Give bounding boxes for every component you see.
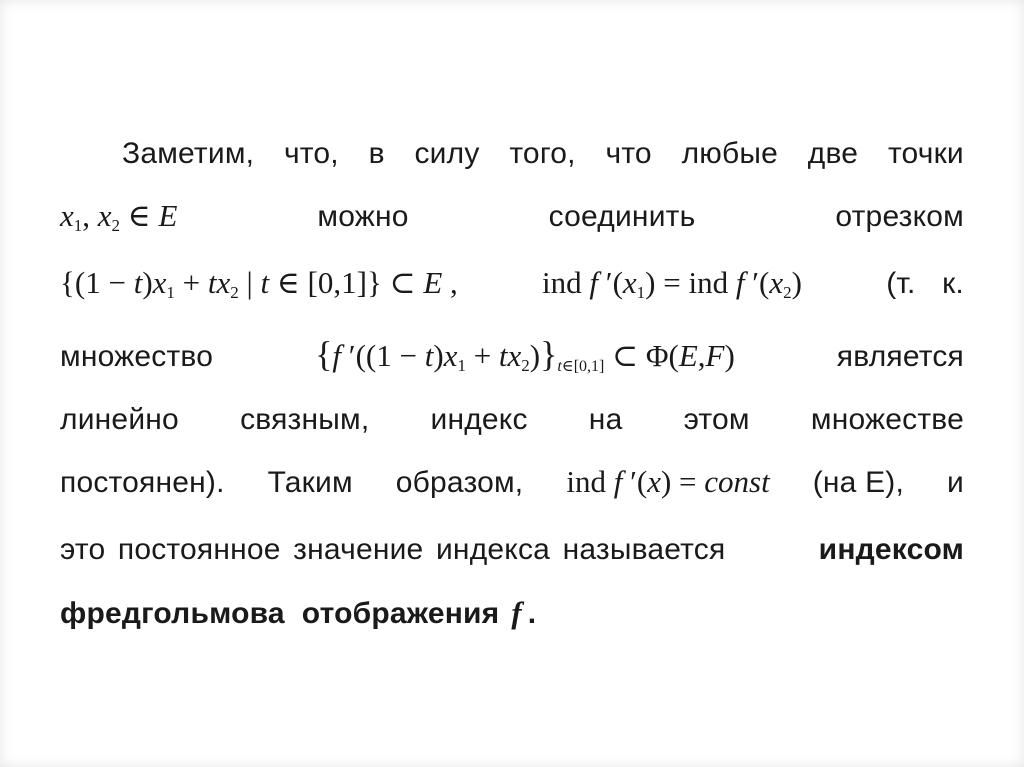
period: .	[527, 597, 537, 630]
formula-constant-index: ind f ′(x) = const	[566, 464, 770, 499]
word: отрезком	[835, 200, 964, 233]
formula-derivative-set: {f $'((1 - t)x_1 + tx_2)\}_{t\in[0,1]}$ ⊂ Φ(E,F)	[315, 334, 735, 375]
const-symbol: const	[704, 464, 770, 499]
word: что,	[283, 137, 339, 170]
word: того,	[509, 137, 576, 170]
text-line-7	[60, 530, 964, 570]
word: постоянен).	[60, 466, 225, 499]
word: этом	[683, 403, 750, 436]
text-line-3	[60, 263, 964, 304]
word: Таким	[267, 466, 353, 499]
text-line-5	[60, 400, 964, 440]
formula-index-equality: ind f $'(x_1)$ = ind f $'(x_2)$	[542, 265, 802, 302]
text-line-2	[60, 196, 964, 237]
formula-segment: {$(1 - t)x_1 + tx_2$ | t ∈ [0,1]} ⊂ E ,	[60, 265, 458, 302]
text-line-1	[122, 134, 964, 174]
word: множестве	[810, 403, 964, 436]
text-line-6	[60, 462, 964, 503]
word: что	[605, 137, 652, 170]
word: является	[836, 340, 964, 373]
word: индекс	[430, 403, 528, 436]
word: Заметим,	[122, 137, 255, 170]
word: и	[947, 466, 964, 499]
ind-operator: ind	[566, 464, 606, 499]
formula-points: $x_1$, $x_2$ ∈ E	[60, 198, 178, 235]
text-on-e: (на E),	[812, 466, 905, 499]
word: силу	[414, 137, 480, 170]
ind-operator: ind	[688, 265, 729, 300]
word: любые	[681, 137, 779, 170]
text-line-8	[60, 593, 964, 634]
word: на	[588, 403, 623, 436]
term-index: индексом	[818, 533, 964, 566]
word: соединить	[548, 200, 696, 233]
word: в	[368, 137, 385, 170]
word: образом,	[395, 466, 524, 499]
word: линейно	[60, 403, 179, 436]
text-line-4	[60, 334, 964, 377]
text-run: это постоянное значение индекса называется	[60, 533, 726, 566]
symbol-f: f	[511, 595, 522, 630]
word: связным,	[240, 403, 370, 436]
word: множество	[60, 340, 214, 373]
term-fredholm-mapping: фредгольмова отображения	[60, 597, 500, 630]
word: можно	[317, 200, 409, 233]
ind-operator: ind	[542, 265, 582, 300]
text-tk: (т. к.	[886, 267, 964, 300]
word: точки	[887, 137, 964, 170]
word: две	[807, 137, 859, 170]
